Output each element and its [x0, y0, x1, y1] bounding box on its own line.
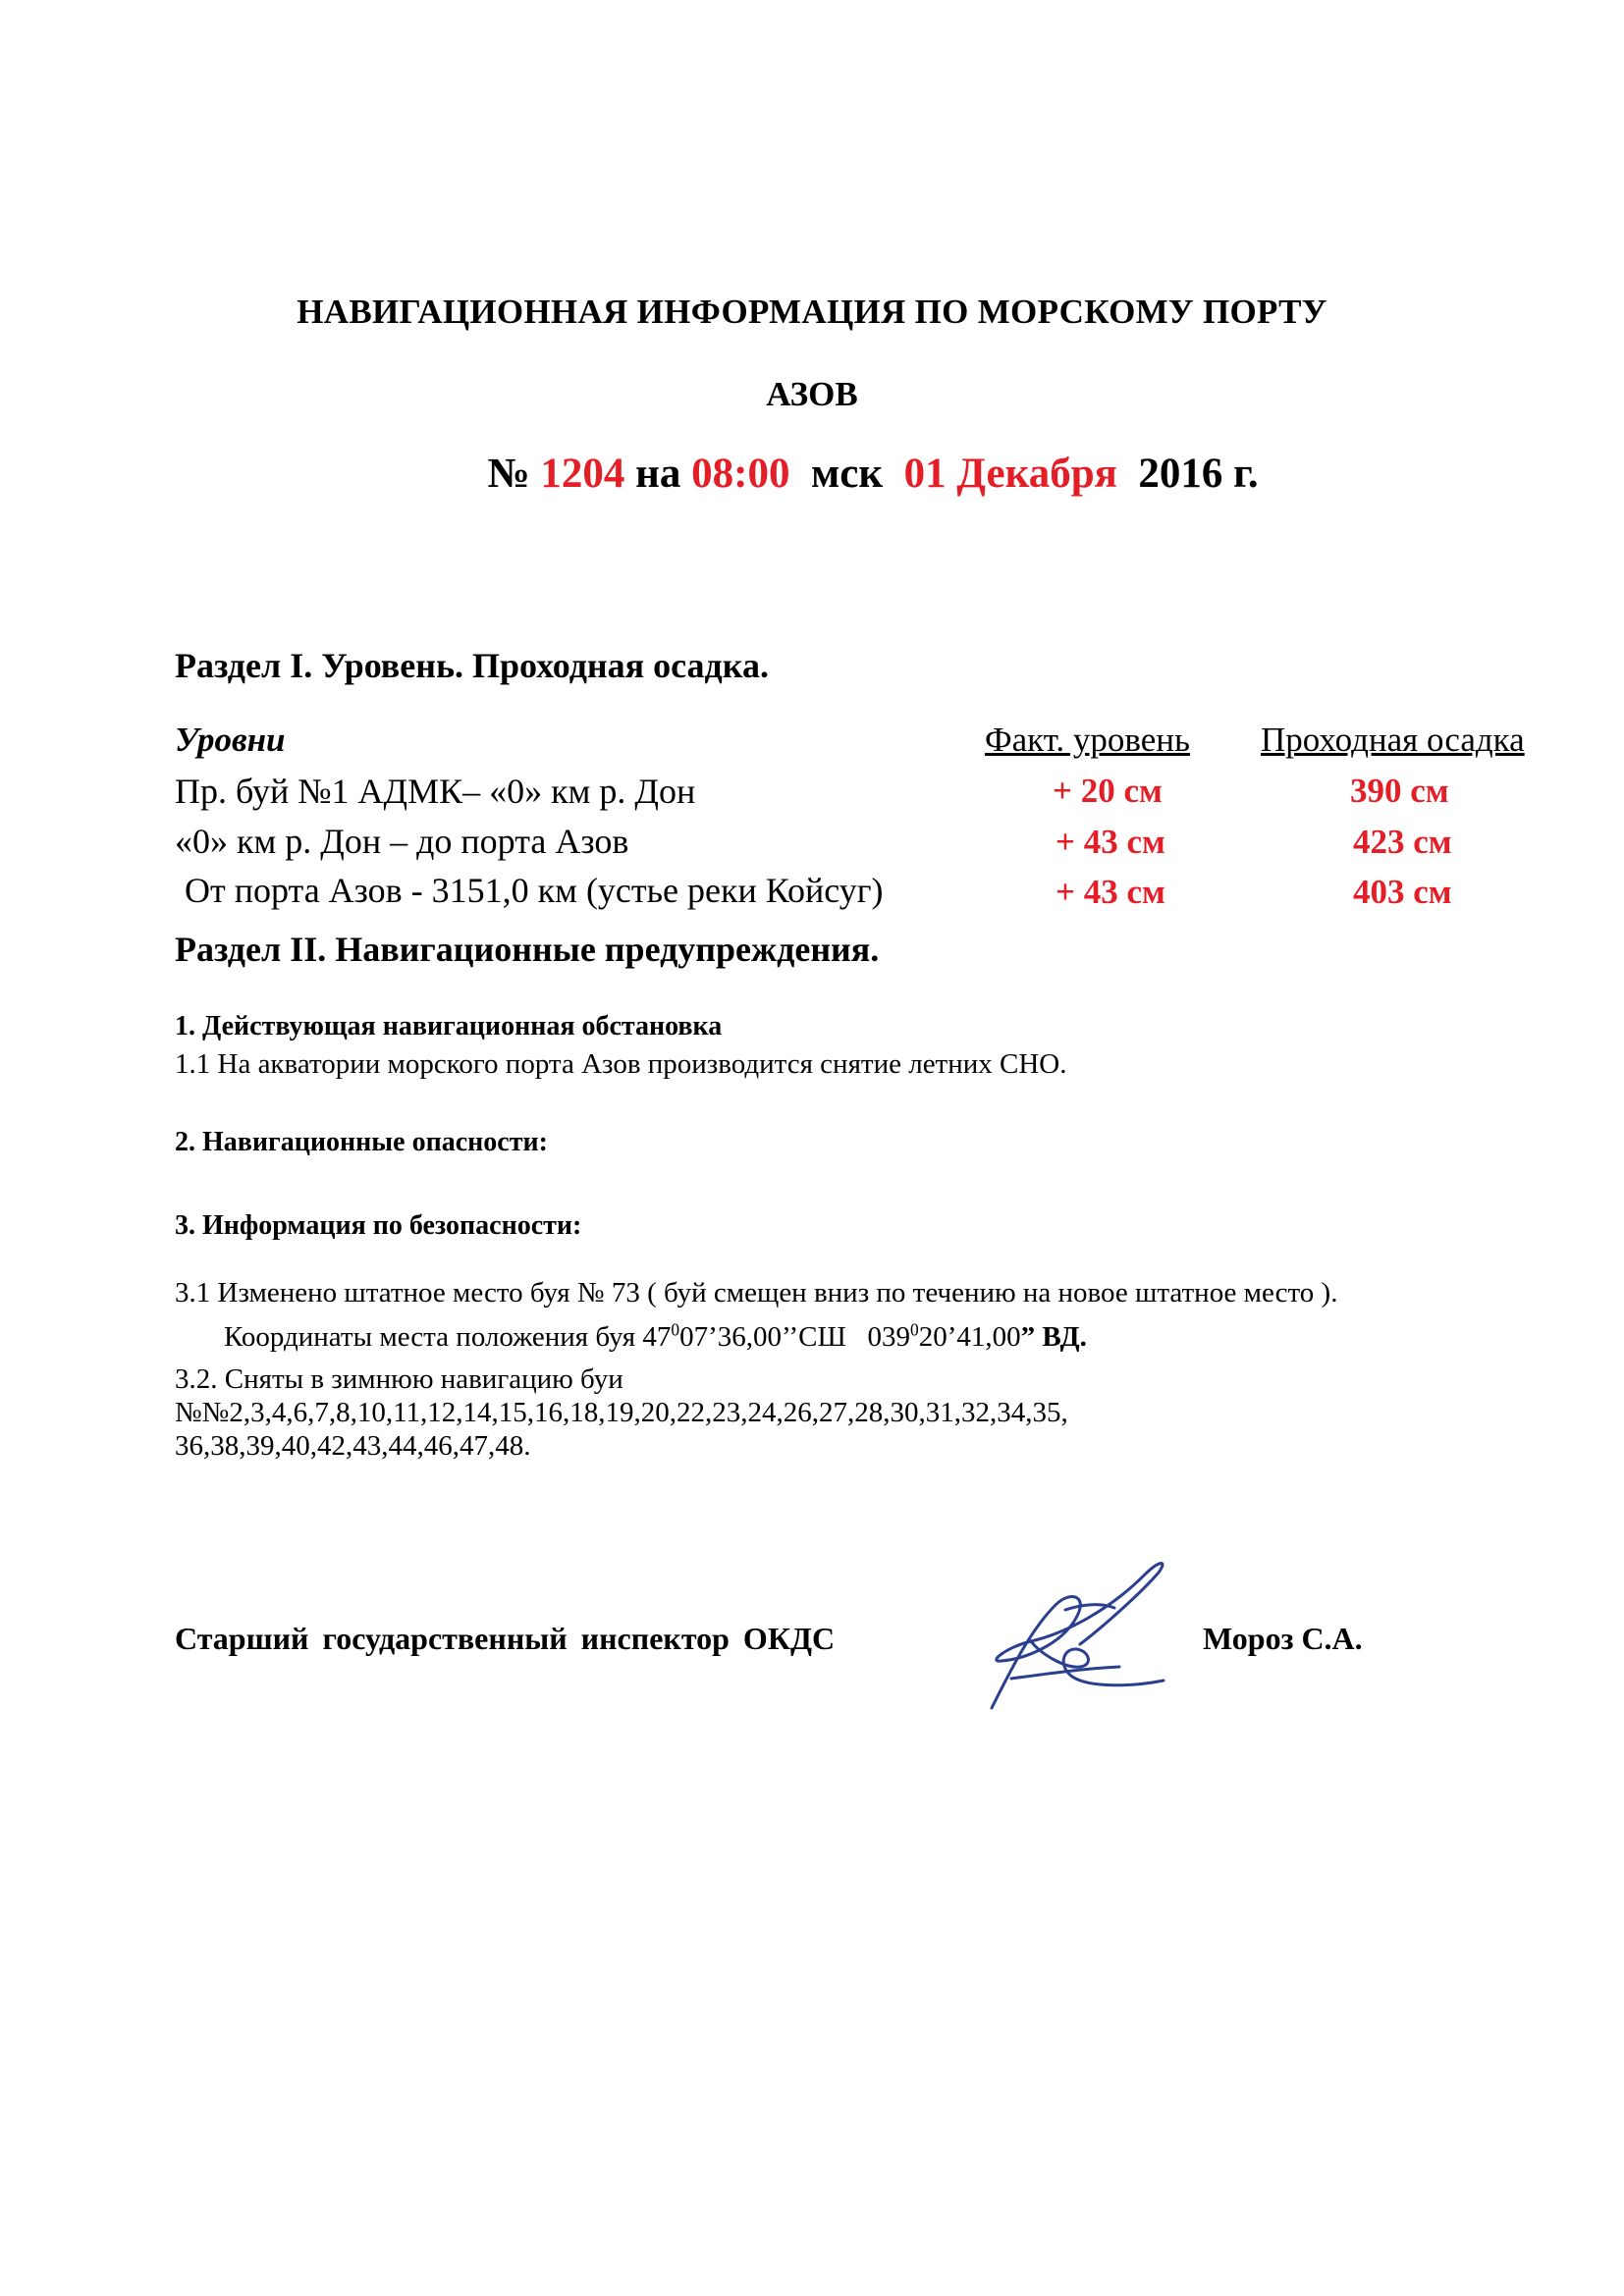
signer-title: Старший государственный инспектор ОКДС — [175, 1621, 836, 1656]
level-row-fact: + 43 см — [1056, 873, 1165, 911]
level-row-draft: 390 см — [1350, 772, 1449, 810]
coords-lon: 20’41,00 — [918, 1321, 1021, 1353]
safety-item-3-2-buoys-line2: 36,38,39,40,42,43,44,46,47,48. — [175, 1430, 531, 1462]
section2-title: Раздел II. Навигационные предупреждения. — [175, 930, 880, 969]
coords-prefix: Координаты места положения буя 47 — [224, 1321, 672, 1353]
level-row-label: Пр. буй №1 АДМК– «0» км р. Дон — [175, 772, 696, 811]
level-row-draft: 423 см — [1353, 823, 1452, 861]
subsection-safety-title: 3. Информация по безопасности: — [175, 1210, 582, 1241]
section1-title: Раздел I. Уровень. Проходная осадка. — [175, 646, 769, 685]
port-name: АЗОВ — [766, 375, 858, 413]
levels-label: Уровни — [175, 721, 286, 759]
level-row-fact: + 20 см — [1053, 772, 1163, 810]
issue-year: 2016 г. — [1116, 451, 1259, 497]
subsection-current-situation-item: 1.1 На акватории морского порта Азов производится снятие летних СНО. — [175, 1048, 1067, 1080]
level-row-label: «0» км р. Дон – до порта Азов — [175, 822, 629, 861]
document-title: НАВИГАЦИОННАЯ ИНФОРМАЦИЯ ПО МОРСКОМУ ПОРТУ — [297, 293, 1327, 331]
issue-timezone: мск — [789, 451, 904, 497]
column-header-draft: Проходная осадка — [1261, 721, 1525, 759]
column-header-fact-level: Факт. уровень — [985, 721, 1190, 759]
signer-name: Мороз С.А. — [1203, 1621, 1363, 1656]
safety-item-3-2-buoys-line1: №№2,3,4,6,7,8,10,11,12,14,15,16,18,19,20,22,23,24,26,27,28,30,31,32,34,35, — [175, 1397, 1068, 1428]
issue-number: 1204 — [540, 451, 625, 497]
subsection-current-situation-title: 1. Действующая навигационная обстановка — [175, 1011, 723, 1041]
issue-date: 01 Декабря — [903, 451, 1117, 497]
subsection-hazards-title: 2. Навигационные опасности: — [175, 1127, 548, 1157]
issue-at-word: на — [624, 451, 692, 497]
degree-mark: 0 — [671, 1319, 680, 1340]
issue-time: 08:00 — [691, 451, 790, 497]
coords-lat: 07’36,00’’СШ 039 — [679, 1321, 910, 1353]
level-row-label: От порта Азов - 3151,0 км (устье реки Койсуг) — [185, 871, 884, 910]
degree-mark: 0 — [910, 1319, 919, 1340]
safety-item-3-2: 3.2. Сняты в зимнюю навигацию буи — [175, 1363, 623, 1395]
coords-end: ” ВД. — [1020, 1321, 1087, 1353]
issue-number-prefix: № — [487, 451, 541, 497]
handwritten-signature — [972, 1551, 1188, 1718]
level-row-draft: 403 см — [1353, 873, 1452, 911]
issue-line — [0, 450, 1624, 498]
safety-item-3-1: 3.1 Изменено штатное место буя № 73 ( буй смещен вниз по течению на новое штатное место ). — [175, 1277, 1338, 1308]
safety-item-3-1-coordinates — [224, 1321, 1087, 1354]
level-row-fact: + 43 см — [1056, 823, 1165, 861]
